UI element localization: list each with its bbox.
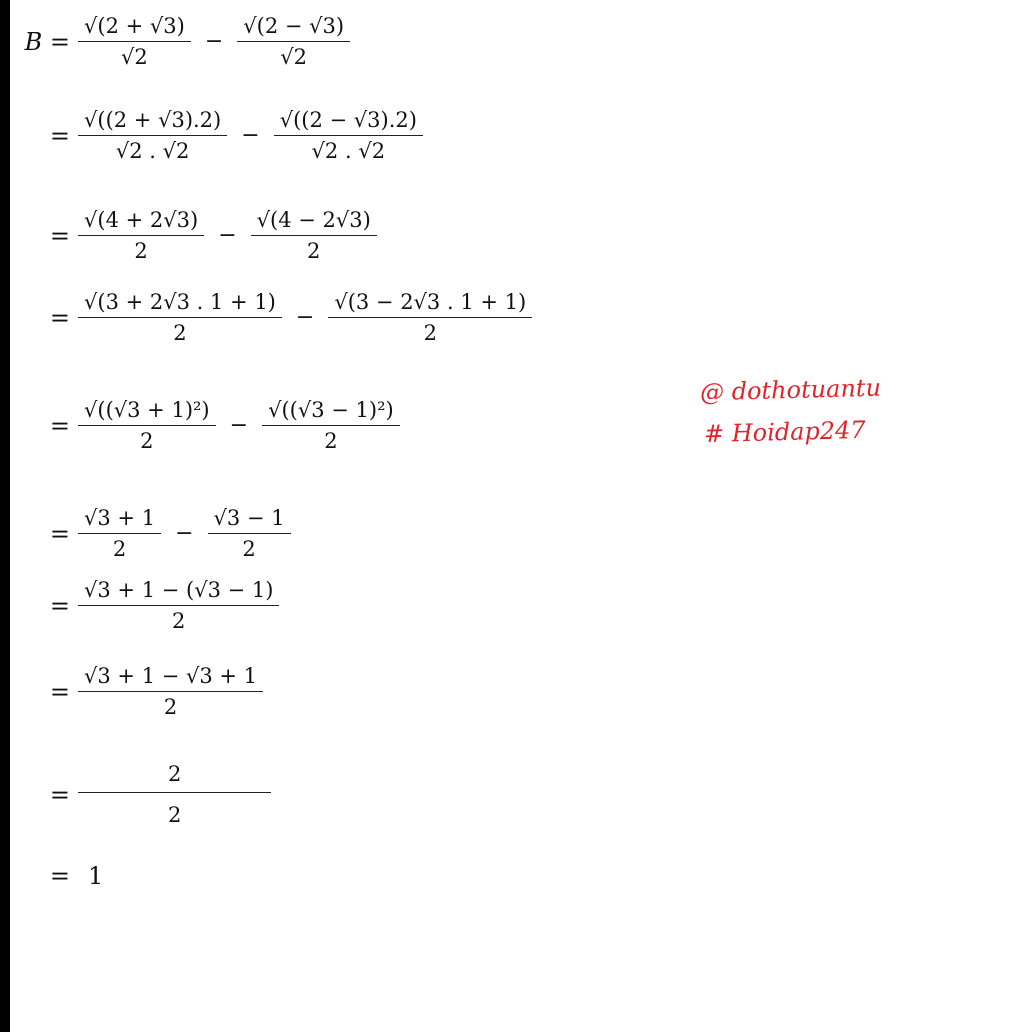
final-answer: 1: [88, 862, 104, 890]
lhs: =: [49, 121, 70, 150]
step-6: [10, 506, 570, 561]
denominator: 2: [172, 609, 186, 634]
lhs: =: [49, 519, 70, 548]
numerator: √((2 − √3).2): [274, 108, 423, 136]
denominator: √2: [280, 45, 308, 70]
lhs: =: [49, 303, 70, 332]
step-9: [10, 762, 570, 827]
numerator: √((2 + √3).2): [78, 108, 227, 136]
lhs: =: [49, 411, 70, 440]
numerator: √(4 − 2√3): [251, 208, 377, 236]
right-fraction: [208, 506, 291, 561]
numerator: √(3 + 2√3 . 1 + 1): [78, 290, 282, 318]
numerator: √((√3 + 1)²): [78, 398, 216, 426]
handwritten-solution: [10, 0, 1024, 1032]
denominator: √2 . √2: [115, 139, 190, 164]
denominator: √2: [121, 45, 148, 70]
right-fraction: [237, 14, 350, 69]
minus-operator: −: [241, 123, 260, 149]
denominator: 2: [163, 695, 178, 720]
lhs: =: [49, 862, 70, 890]
denominator: 2: [423, 321, 437, 346]
denominator: 2: [168, 803, 182, 828]
fraction: [78, 578, 279, 633]
numerator: √(2 − √3): [237, 14, 350, 42]
step-5: [10, 398, 570, 453]
right-fraction: [262, 398, 400, 453]
denominator: 2: [134, 239, 148, 264]
denominator: 2: [307, 239, 321, 264]
minus-operator: −: [218, 223, 237, 249]
right-fraction: [274, 108, 423, 163]
left-fraction: [78, 208, 204, 263]
numerator: √3 − 1: [208, 506, 291, 534]
numerator: √(4 + 2√3): [78, 208, 204, 236]
numerator: √(3 − 2√3 . 1 + 1): [328, 290, 532, 318]
right-fraction: [251, 208, 377, 263]
left-fraction: [78, 506, 161, 561]
left-fraction: [78, 290, 282, 345]
watermark-hashtag: # Hoidap247: [703, 415, 866, 449]
step-3: [10, 208, 570, 263]
denominator: 2: [324, 429, 338, 454]
lhs: =: [49, 221, 70, 250]
numerator: √3 + 1: [78, 506, 161, 534]
denominator: 2: [140, 429, 154, 454]
step-4: [10, 290, 570, 345]
numerator: 2: [78, 762, 271, 793]
fraction: [78, 762, 271, 827]
fraction: [78, 664, 263, 719]
step-8: [10, 664, 570, 719]
lhs: =: [49, 677, 70, 706]
lhs: B =: [24, 27, 70, 56]
denominator: 2: [112, 537, 127, 562]
numerator: √((√3 − 1)²): [262, 398, 400, 426]
step-1: [10, 14, 570, 69]
left-edge-bar: [0, 0, 10, 1032]
minus-operator: −: [204, 29, 224, 55]
lhs: =: [49, 591, 70, 620]
watermark-handle: @ dothotuantu: [699, 373, 882, 407]
right-fraction: [328, 290, 532, 345]
denominator: 2: [242, 537, 256, 562]
numerator: √3 + 1 − √3 + 1: [78, 664, 263, 692]
left-fraction: [78, 14, 191, 69]
lhs: =: [49, 780, 70, 809]
minus-operator: −: [175, 521, 194, 547]
step-2: [10, 108, 570, 163]
minus-operator: −: [295, 305, 315, 331]
numerator: √(2 + √3): [78, 14, 191, 42]
step-7: [10, 578, 570, 633]
left-fraction: [78, 398, 216, 453]
denominator: 2: [173, 321, 187, 346]
numerator: √3 + 1 − (√3 − 1): [78, 578, 279, 606]
denominator: √2 . √2: [311, 139, 386, 164]
left-fraction: [78, 108, 227, 163]
step-10: [10, 862, 570, 890]
minus-operator: −: [229, 413, 249, 439]
